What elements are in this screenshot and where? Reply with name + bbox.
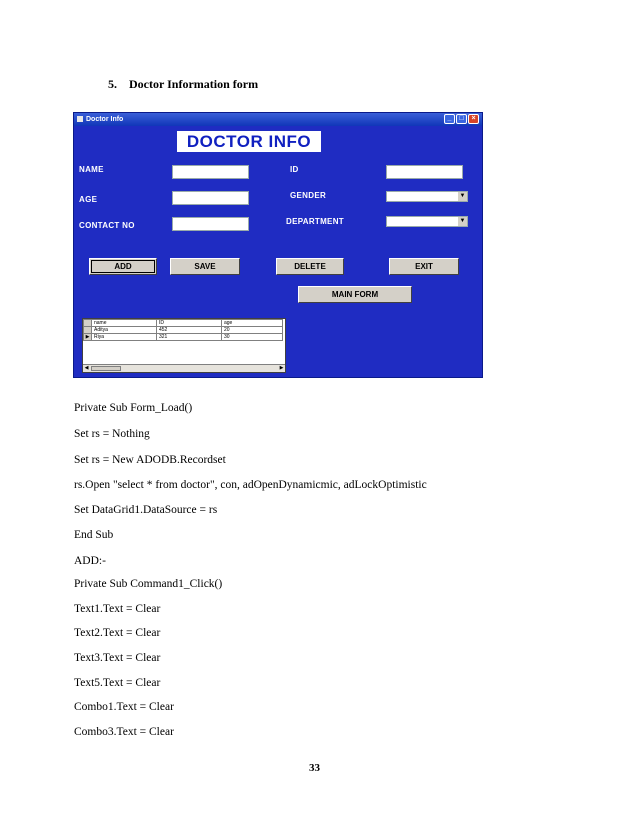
column-header[interactable]: age bbox=[222, 320, 283, 327]
age-label: AGE bbox=[79, 195, 98, 204]
minimize-icon[interactable]: _ bbox=[444, 114, 455, 124]
code-line: Text3.Text = Clear bbox=[74, 652, 161, 664]
scroll-right-icon[interactable]: ▶ bbox=[279, 365, 284, 371]
code-line: Set DataGrid1.DataSource = rs bbox=[74, 504, 218, 516]
table-cell[interactable]: 20 bbox=[222, 327, 283, 334]
code-line: Combo1.Text = Clear bbox=[74, 701, 174, 713]
code-line: End Sub bbox=[74, 529, 114, 541]
age-field[interactable] bbox=[172, 191, 249, 205]
code-line: ADD:- bbox=[74, 555, 106, 567]
table-cell[interactable]: Riya bbox=[92, 334, 157, 341]
chevron-down-icon[interactable]: ▼ bbox=[459, 193, 466, 199]
table-cell[interactable]: Aditya bbox=[92, 327, 157, 334]
name-field[interactable] bbox=[172, 165, 249, 179]
grid-table bbox=[83, 319, 283, 341]
window-title: Doctor Info bbox=[86, 116, 124, 123]
code-line: rs.Open "select * from doctor", con, adOpenDynamicmic, adLockOptimistic bbox=[74, 479, 427, 491]
horizontal-scrollbar[interactable] bbox=[83, 364, 285, 372]
save-button[interactable]: SAVE bbox=[170, 258, 240, 275]
table-cell[interactable]: 30 bbox=[222, 334, 283, 341]
code-line: Private Sub Form_Load() bbox=[74, 402, 193, 414]
add-button[interactable]: ADD bbox=[89, 258, 157, 275]
code-line: Combo3.Text = Clear bbox=[74, 726, 174, 738]
scroll-left-icon[interactable]: ◀ bbox=[84, 365, 89, 371]
gender-label: GENDER bbox=[290, 191, 327, 200]
code-line: Text2.Text = Clear bbox=[74, 627, 161, 639]
row-selector bbox=[84, 320, 92, 327]
column-header[interactable]: name bbox=[92, 320, 157, 327]
code-line: Text5.Text = Clear bbox=[74, 677, 161, 689]
row-selector[interactable] bbox=[84, 327, 92, 334]
column-header[interactable]: ID bbox=[157, 320, 222, 327]
id-label: ID bbox=[290, 165, 299, 174]
table-row[interactable] bbox=[84, 334, 283, 341]
page-number: 33 bbox=[309, 762, 320, 774]
grid-header-row bbox=[84, 320, 283, 327]
department-select[interactable] bbox=[386, 216, 468, 227]
maximize-icon[interactable]: □ bbox=[456, 114, 467, 124]
close-icon[interactable]: × bbox=[468, 114, 479, 124]
code-line: Set rs = New ADODB.Recordset bbox=[74, 454, 226, 466]
data-grid[interactable] bbox=[82, 318, 286, 373]
window-titlebar[interactable] bbox=[74, 113, 482, 126]
department-label: DEPARTMENT bbox=[286, 217, 344, 226]
chevron-down-icon[interactable]: ▼ bbox=[459, 218, 466, 224]
id-field[interactable] bbox=[386, 165, 463, 179]
doctor-info-window bbox=[73, 112, 483, 378]
code-line: Private Sub Command1_Click() bbox=[74, 578, 223, 590]
section-heading: 5. Doctor Information form bbox=[108, 77, 259, 91]
table-cell[interactable]: 321 bbox=[157, 334, 222, 341]
contact-label: CONTACT NO bbox=[79, 221, 135, 230]
code-line: Set rs = Nothing bbox=[74, 428, 150, 440]
app-icon bbox=[77, 116, 83, 122]
current-row-arrow-icon[interactable]: ▶ bbox=[84, 334, 92, 341]
contact-field[interactable] bbox=[172, 217, 249, 231]
scroll-thumb[interactable] bbox=[91, 366, 121, 371]
table-row[interactable] bbox=[84, 327, 283, 334]
name-label: NAME bbox=[79, 165, 104, 174]
form-title: DOCTOR INFO bbox=[177, 131, 321, 152]
gender-select[interactable] bbox=[386, 191, 468, 202]
code-line: Text1.Text = Clear bbox=[74, 603, 161, 615]
main-form-button[interactable]: MAIN FORM bbox=[298, 286, 412, 303]
delete-button[interactable]: DELETE bbox=[276, 258, 344, 275]
exit-button[interactable]: EXIT bbox=[389, 258, 459, 275]
table-cell[interactable]: 452 bbox=[157, 327, 222, 334]
